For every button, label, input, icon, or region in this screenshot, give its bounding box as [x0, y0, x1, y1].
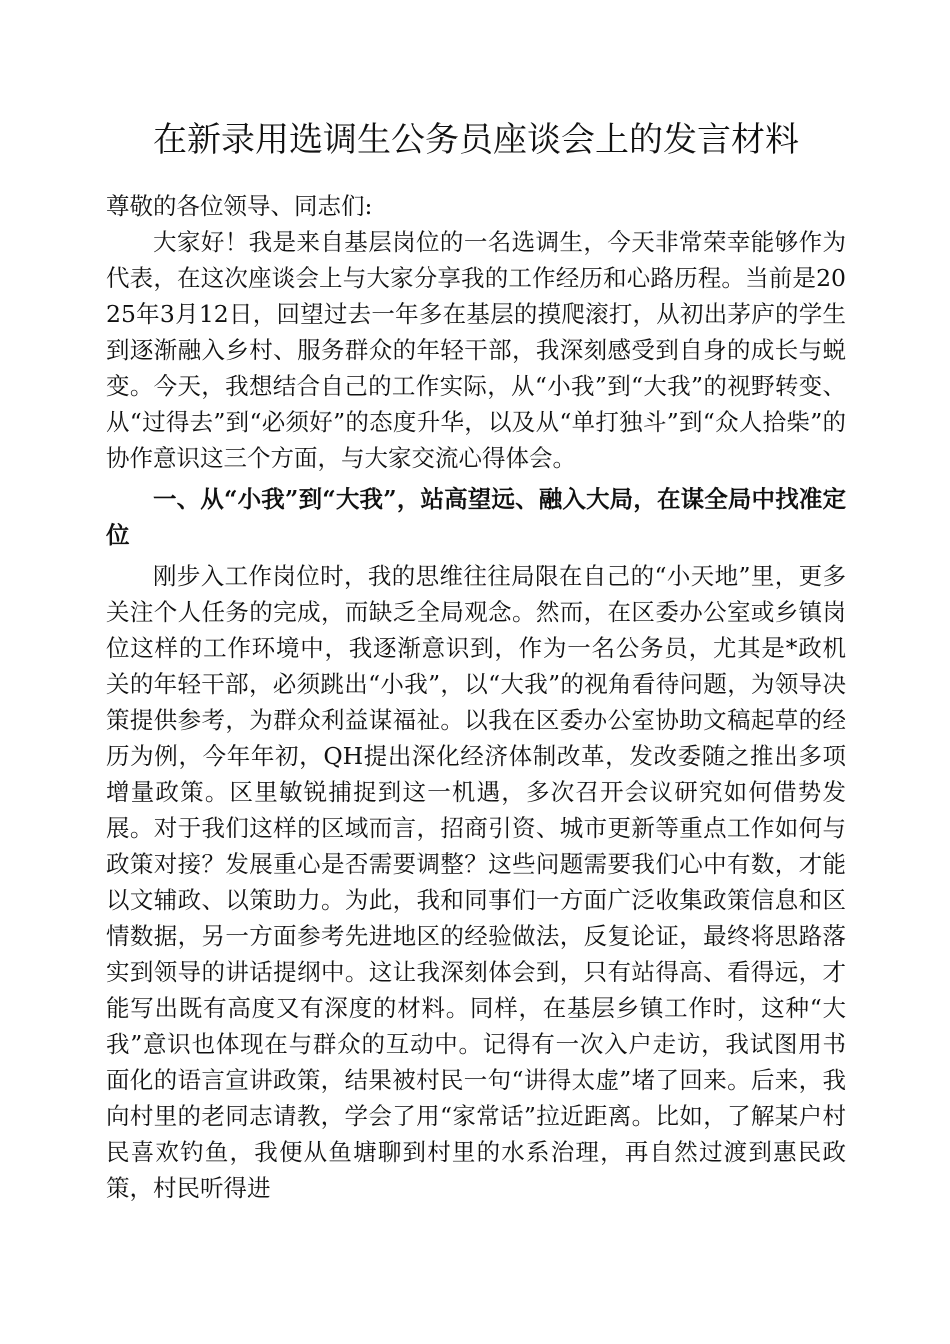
- document-title: 在新录用选调生公务员座谈会上的发言材料: [153, 120, 799, 160]
- section-heading-1: 一、从“小我”到“大我”，站高望远、融入大局，在谋全局中找准定位: [106, 485, 846, 549]
- paragraph-intro: 大家好！我是来自基层岗位的一名选调生，今天非常荣幸能够作为代表，在这次座谈会上与大家分享我的工作经历和心路历程。当前是2025年3月12日，回望过去一年多在基层的摸爬滚打，从初出茅庐的学生到逐渐融入乡村、服务群众的年轻干部，我深刻感受到自身的成长与蜕变。今天，我想结合自己的工作实际，从“小我”到“大我”的视野转变、从“过得去”到“必须好”的态度升华，以及从“单打独斗”到“众人拾柴”的协作意识这三个方面，与大家交流心得体会。: [106, 228, 846, 472]
- paragraph-section-1: 刚步入工作岗位时，我的思维往往局限在自己的“小天地”里，更多关注个人任务的完成，而缺乏全局观念。然而，在区委办公室或乡镇岗位这样的工作环境中，我逐渐意识到，作为一名公务员，尤其是*政机关的年轻干部，必须跳出“小我”，以“大我”的视角看待问题，为领导决策提供参考，为群众利益谋福祉。以我在区委办公室协助文稿起草的经历为例，今年年初，QH提出深化经济体制改革，发改委随之推出多项增量政策。区里敏锐捕捉到这一机遇，多次召开会议研究如何借势发展。对于我们这样的区域而言，招商引资、城市更新等重点工作如何与政策对接？发展重心是否需要调整？这些问题需要我们心中有数，才能以文辅政、以策助力。为此，我和同事们一方面广泛收集政策信息和区情数据，另一方面参考先进地区的经验做法，反复论证，最终将思路落实到领导的讲话提纲中。这让我深刻体会到，只有站得高、看得远，才能写出既有高度又有深度的材料。同样，在基层乡镇工作时，这种“大我”意识也体现在与群众的互动中。记得有一次入户走访，我试图用书面化的语言宣讲政策，结果被村民一句“讲得太虚”堵了回来。后来，我向村里的老同志请教，学会了用“家常话”拉近距离。比如，了解某户村民喜欢钓鱼，我便从鱼塘聊到村里的水系治理，再自然过渡到惠民政策，村民听得进: [106, 562, 846, 1202]
- salutation: 尊敬的各位领导、同志们:: [106, 192, 373, 220]
